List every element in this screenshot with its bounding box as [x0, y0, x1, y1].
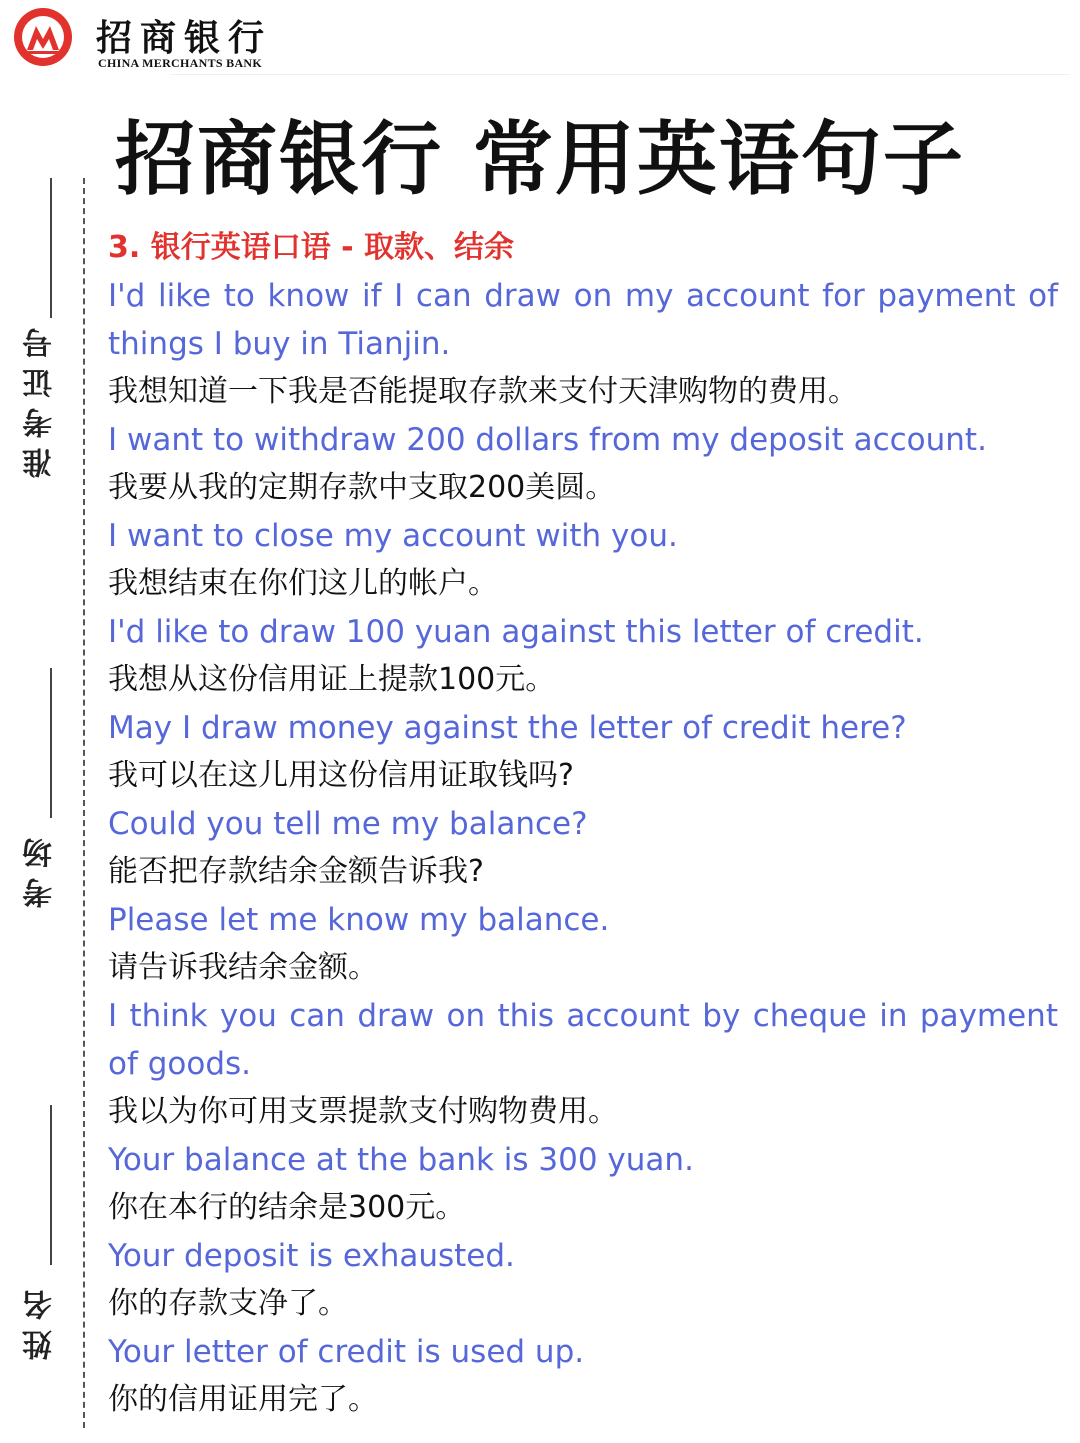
sentence-list — [108, 224, 1058, 1424]
list-item — [108, 800, 1058, 896]
list-item — [108, 1232, 1058, 1328]
chinese-translation: 我以为你可用支票提款支付购物费用。 — [108, 1094, 618, 1129]
cmb-logo-icon — [12, 6, 74, 68]
english-sentence: I want to withdraw 200 dollars from my deposit account. — [108, 422, 987, 458]
list-item — [108, 272, 1058, 416]
logo-name-cn: 招商银行 — [96, 17, 273, 59]
chinese-translation: 我可以在这儿用这份信用证取钱吗? — [108, 758, 574, 793]
chinese-translation: 我想从这份信用证上提款100元。 — [108, 662, 556, 697]
list-item — [108, 416, 1058, 512]
name-label: 姓名 — [23, 1280, 58, 1360]
dashed-cut-line — [83, 178, 85, 1428]
list-item — [108, 704, 1058, 800]
english-sentence: Could you tell me my balance? — [108, 806, 588, 842]
english-sentence: Please let me know my balance. — [108, 902, 610, 938]
exam-room-underline — [50, 668, 52, 818]
logo-name-en: CHINA MERCHANTS BANK — [98, 56, 263, 70]
list-item — [108, 512, 1058, 608]
exam-id-underline — [50, 178, 52, 318]
chinese-translation: 请告诉我结余金额。 — [108, 950, 378, 985]
english-sentence: I think you can draw on this account by cheque in payment of goods. — [108, 998, 1058, 1082]
section-heading: 3. 银行英语口语 - 取款、结余 — [108, 230, 515, 265]
english-sentence: Your balance at the bank is 300 yuan. — [108, 1142, 694, 1178]
english-sentence: I want to close my account with you. — [108, 518, 678, 554]
header-rule — [170, 74, 1070, 75]
name-underline — [50, 1105, 52, 1265]
chinese-translation: 你的存款支净了。 — [108, 1286, 348, 1321]
chinese-translation: 你在本行的结余是300元。 — [108, 1190, 466, 1225]
bank-logo — [12, 6, 282, 70]
chinese-translation: 我想结束在你们这儿的帐户。 — [108, 566, 498, 601]
english-sentence: Your deposit is exhausted. — [108, 1238, 515, 1274]
english-sentence: I'd like to know if I can draw on my account for payment of things I buy in Tianjin. — [108, 278, 1058, 362]
list-item — [108, 896, 1058, 992]
english-sentence: Your letter of credit is used up. — [108, 1334, 585, 1370]
english-sentence: May I draw money against the letter of credit here? — [108, 710, 907, 746]
list-item — [108, 1328, 1058, 1424]
list-item — [108, 608, 1058, 704]
list-item — [108, 992, 1058, 1136]
english-sentence: I'd like to draw 100 yuan against this letter of credit. — [108, 614, 924, 650]
chinese-translation: 你的信用证用完了。 — [108, 1382, 378, 1417]
chinese-translation: 能否把存款结余金额告诉我? — [108, 854, 484, 889]
page-title: 招商银行 常用英语句子 — [115, 113, 965, 206]
chinese-translation: 我要从我的定期存款中支取200美圆。 — [108, 470, 616, 505]
exam-room-label: 考场 — [23, 828, 58, 908]
exam-id-label: 准考证号 — [23, 318, 58, 478]
chinese-translation: 我想知道一下我是否能提取存款来支付天津购物的费用。 — [108, 374, 858, 409]
list-item — [108, 1136, 1058, 1232]
